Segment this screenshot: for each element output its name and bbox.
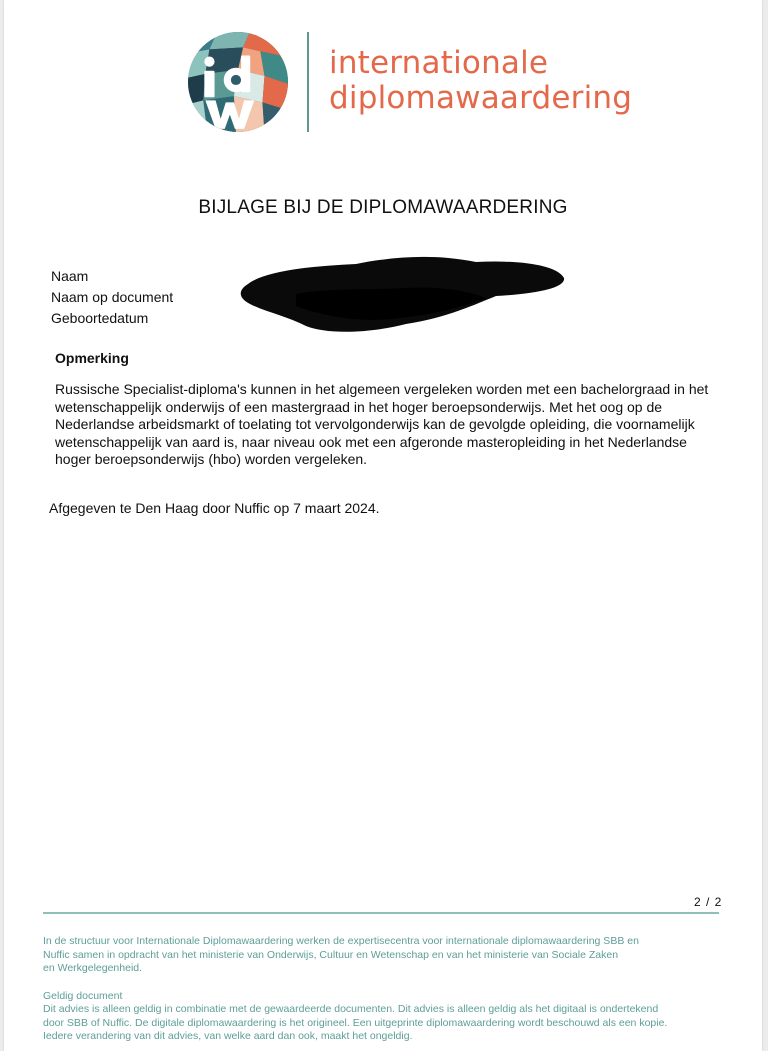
remark-line: wetenschappelijk van aard is, naar niveau ook met een afgeronde masteropleiding in het Nederlandse bbox=[55, 433, 687, 450]
issued-statement: Afgegeven te Den Haag door Nuffic op 7 maart 2024. bbox=[49, 500, 380, 516]
footer bbox=[43, 935, 733, 1044]
remark-line: Nederlandse arbeidsmarkt of toelating tot vervolgonderwijs kan de gevolgde opleiding, die voornamelijk bbox=[55, 416, 695, 432]
remark-body bbox=[55, 381, 735, 469]
redaction-mark bbox=[236, 248, 566, 338]
personal-fields bbox=[51, 266, 173, 329]
birthdate-label: Geboortedatum bbox=[51, 310, 149, 326]
logo-divider bbox=[307, 32, 309, 132]
document-page bbox=[4, 0, 762, 1051]
remark-heading: Opmerking bbox=[55, 350, 129, 366]
logo-line-1: internationale bbox=[329, 45, 549, 81]
footer-valid-line: door SBB of Nuffic. De digitale diplomawaardering is het origineel. Een uitgeprinte diplomawaardering wordt beschouwd als een kopie. bbox=[43, 1016, 668, 1029]
footer-valid-line: Iedere verandering van dit advies, van welke aard dan ook, maakt het ongeldig. bbox=[43, 1030, 413, 1042]
footer-valid-heading: Geldig document bbox=[43, 989, 123, 1002]
logo-line-2: diplomawaardering bbox=[329, 80, 633, 116]
idw-logo bbox=[187, 28, 633, 138]
logo-wordmark bbox=[329, 46, 632, 116]
footer-divider bbox=[43, 912, 719, 914]
document-name-label: Naam op document bbox=[51, 289, 174, 305]
page-title: BIJLAGE BIJ DE DIPLOMAWAARDERING bbox=[198, 197, 568, 218]
idw-logo-mark-icon bbox=[187, 31, 289, 133]
footer-structure-line: In de structuur voor Internationale Diplomawaardering werken de expertisecentra voor internationale diplomawaardering SBB en bbox=[43, 935, 639, 947]
name-label: Naam bbox=[51, 268, 89, 284]
footer-structure-line: en Werkgelegenheid. bbox=[43, 962, 143, 974]
remark-line: Russische Specialist-diploma's kunnen in het algemeen vergeleken worden met een bachelorgraad in het bbox=[55, 381, 709, 397]
footer-structure-line: Nuffic samen in opdracht van het ministerie van Onderwijs, Cultuur en Wetenschap en van het ministerie van Sociale Zaken bbox=[43, 948, 619, 961]
footer-valid-line: Dit advies is alleen geldig in combinatie met de gewaardeerde documenten. Dit advies is alleen geldig als het digitaal is ondertekend bbox=[43, 1003, 659, 1015]
page-number: 2 / 2 bbox=[694, 895, 723, 909]
remark-line: wetenschappelijk onderwijs of een mastergraad in het hoger beroepsonderwijs. Met het oog op de bbox=[55, 398, 663, 415]
remark-line: hoger beroepsonderwijs (hbo) worden vergeleken. bbox=[55, 451, 368, 467]
